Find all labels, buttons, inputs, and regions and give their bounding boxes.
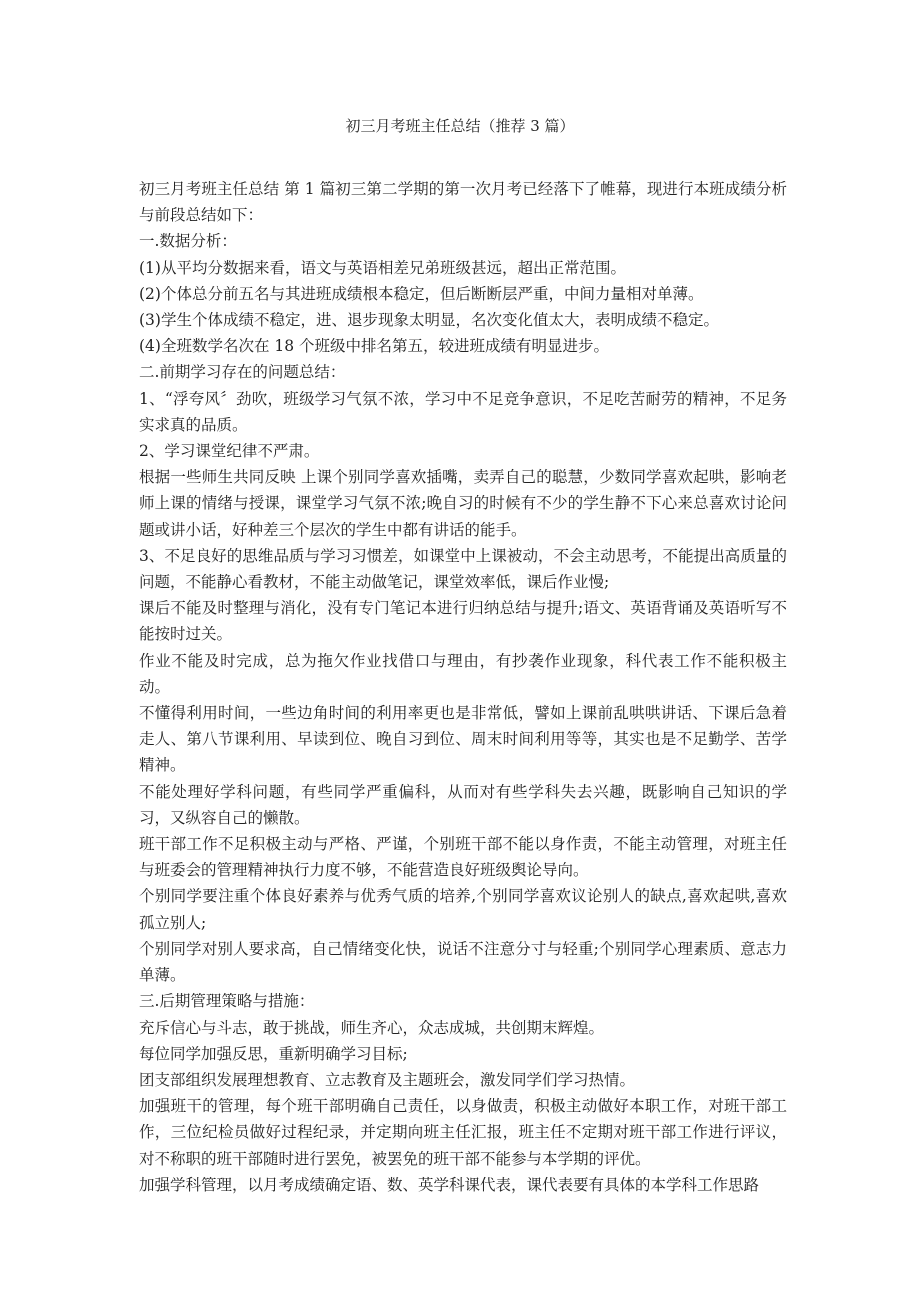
paragraph: 课后不能及时整理与消化，没有专门笔记本进行归纳总结与提升;语文、英语背诵及英语听写不能按时过关。 [139, 599, 787, 644]
paragraph: 初三月考班主任总结 第 1 篇初三第二学期的第一次月考已经落下了帷幕，现进行本班成绩分析与前段总结如下： [139, 180, 787, 225]
paragraph: (3)学生个体成绩不稳定，进、退步现象太明显，名次变化值太大，表明成绩不稳定。 [139, 311, 719, 330]
paragraph: 根据一些师生共同反映 上课个别同学喜欢插嘴，卖弄自己的聪慧，少数同学喜欢起哄，影响老师上课的情绪与授课，课堂学习气氛不浓;晚自习的时候有不少的学生静不下心来总喜欢讨论问题或讲小话，好种差三个层次的学生中都有讲话的能手。 [139, 468, 787, 539]
paragraph: 加强班干的管理，每个班干部明确自己责任，以身做责，积极主动做好本职工作，对班干部工作，三位纪检员做好过程纪录，并定期向班主任汇报，班主任不定期对班干部工作进行评议，对不称职的班干部随时进行罢免，被罢免的班干部不能参与本学期的评优。 [139, 1097, 787, 1168]
paragraph: 个别同学对别人要求高，自己情绪变化快，说话不注意分寸与轻重;个别同学心理素质、意志力单薄。 [139, 939, 787, 985]
section-heading: 三.后期管理策略与措施： [139, 992, 315, 1011]
paragraph: (2)个体总分前五名与其进班成绩根本稳定，但后断断层严重，中间力量相对单薄。 [139, 284, 704, 303]
paragraph: 1、“浮夸风〞劲吹，班级学习气氛不浓，学习中不足竞争意识，不足吃苦耐劳的精神，不足务实求真的品质。 [139, 389, 787, 434]
paragraph: 2、学习课堂纪律不严肃。 [139, 442, 320, 461]
paragraph: 团支部组织发展理想教育、立志教育及主题班会，激发同学们学习热情。 [139, 1070, 636, 1089]
paragraph: (1)从平均分数据来看，语文与英语相差兄弟班级甚远，超出正常范围。 [139, 258, 626, 277]
paragraph: 作业不能及时完成，总为拖欠作业找借口与理由，有抄袭作业现象，科代表工作不能积极主动。 [139, 651, 787, 696]
paragraph: 每位同学加强反思，重新明确学习目标; [139, 1044, 408, 1063]
paragraph: 不能处理好学科问题，有些同学严重偏科，从而对有些学科失去兴趣，既影响自己知识的学习，又纵容自己的懒散。 [139, 782, 787, 827]
paragraph: 班干部工作不足积极主动与严格、严谨，个别班干部不能以身作责，不能主动管理，对班主任与班委会的管理精神执行力度不够，不能营造良好班级舆论导向。 [139, 835, 787, 880]
paragraph: (4)全班数学名次在 18 个班级中排名第五，较进班成绩有明显进步。 [139, 337, 610, 356]
document-body [139, 176, 787, 1198]
section-heading: 二.前期学习存在的问题总结： [139, 363, 346, 382]
paragraph: 不懂得利用时间，一些边角时间的利用率更也是非常低，譬如上课前乱哄哄讲话、下课后急着走人、第八节课利用、早读到位、晚自习到位、周末时间利用等等，其实也是不足勤学、苦学精神。 [139, 704, 787, 775]
section-heading: 一.数据分析： [139, 232, 237, 251]
paragraph: 加强学科管理，以月考成绩确定语、数、英学科课代表，课代表要有具体的本学科工作思路 [139, 1175, 760, 1194]
document-title: 初三月考班主任总结（推荐 3 篇） [345, 117, 575, 135]
paragraph: 充斥信心与斗志，敢于挑战，师生齐心，众志成城，共创期末辉煌。 [139, 1018, 605, 1037]
paragraph: 3、不足良好的思维品质与学习习惯差，如课堂中上课被动，不会主动思考，不能提出高质量的问题，不能静心看教材，不能主动做笔记，课堂效率低，课后作业慢; [139, 546, 787, 592]
paragraph: 个别同学要注重个体良好素养与优秀气质的培养,个别同学喜欢议论别人的缺点,喜欢起哄,喜欢孤立别人; [139, 887, 787, 932]
